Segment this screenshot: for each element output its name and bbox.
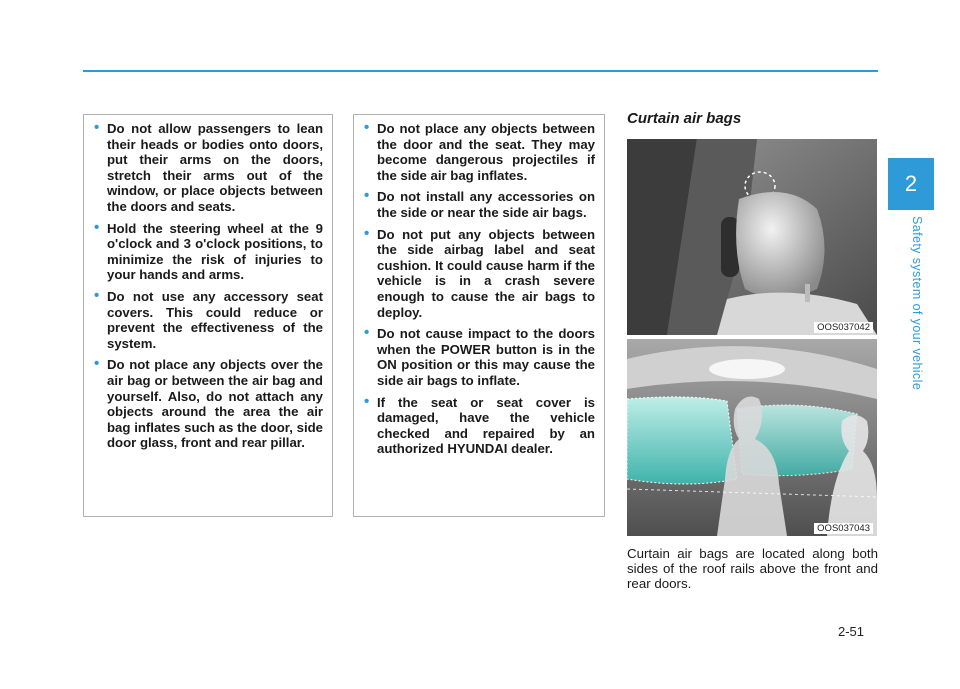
header-rule	[83, 70, 878, 72]
warning-item: • Do not use any accessory seat covers. This could reduce or prevent the effectiveness of the system.	[94, 289, 323, 351]
warning-item: • If the seat or seat cover is damaged, have the vehicle checked and repaired by an authorized HYUNDAI dealer.	[364, 395, 595, 457]
chapter-title-vertical	[898, 212, 924, 416]
figure-code: OOS037043	[814, 523, 873, 534]
warning-item: • Do not put any objects between the side airbag label and seat cushion. It could cause harm if the vehicle is in a crash severe enough to cause the air bags to deploy.	[364, 227, 595, 321]
chapter-title: Safety system of your vehicle	[910, 216, 924, 391]
figure-seat-headrest	[627, 139, 877, 335]
seat-illustration	[627, 139, 877, 335]
curtain-airbag-illustration	[627, 339, 877, 536]
warning-list-middle	[364, 121, 595, 457]
chapter-number: 2	[904, 171, 918, 196]
page-number: 2-51	[838, 624, 865, 639]
figure-code: OOS037042	[814, 322, 873, 333]
warning-list-left	[94, 121, 323, 451]
warning-item: • Do not place any objects between the door and the seat. They may become dangerous projectiles if the side air bag inflates.	[364, 121, 595, 183]
warning-item: • Do not place any objects over the air bag or between the air bag and yourself. Also, do not attach any objects around the area the air bag inflates such as the door, side door glass, front and rear pillar.	[94, 357, 323, 451]
warning-item: • Do not cause impact to the doors when the POWER button is in the ON position or this may cause the side air bags to inflate.	[364, 326, 595, 388]
warning-item: • Do not install any accessories on the side or near the side air bags.	[364, 189, 595, 220]
warning-item: • Hold the steering wheel at the 9 o'clock and 3 o'clock positions, to minimize the risk of injuries to your hands and arms.	[94, 221, 323, 283]
warning-box-left	[83, 114, 333, 517]
warning-box-middle	[353, 114, 605, 517]
figure-curtain-airbag	[627, 339, 877, 536]
section-title: Curtain air bags	[627, 110, 742, 127]
chapter-number-tab	[888, 158, 934, 210]
section-body: Curtain air bags are located along both sides of the roof rails above the front and rear doors.	[627, 546, 878, 592]
warning-item: • Do not allow passengers to lean their heads or bodies onto doors, put their arms on the doors, stretch their arms out of the window, or place objects between the doors and seats.	[94, 121, 323, 215]
